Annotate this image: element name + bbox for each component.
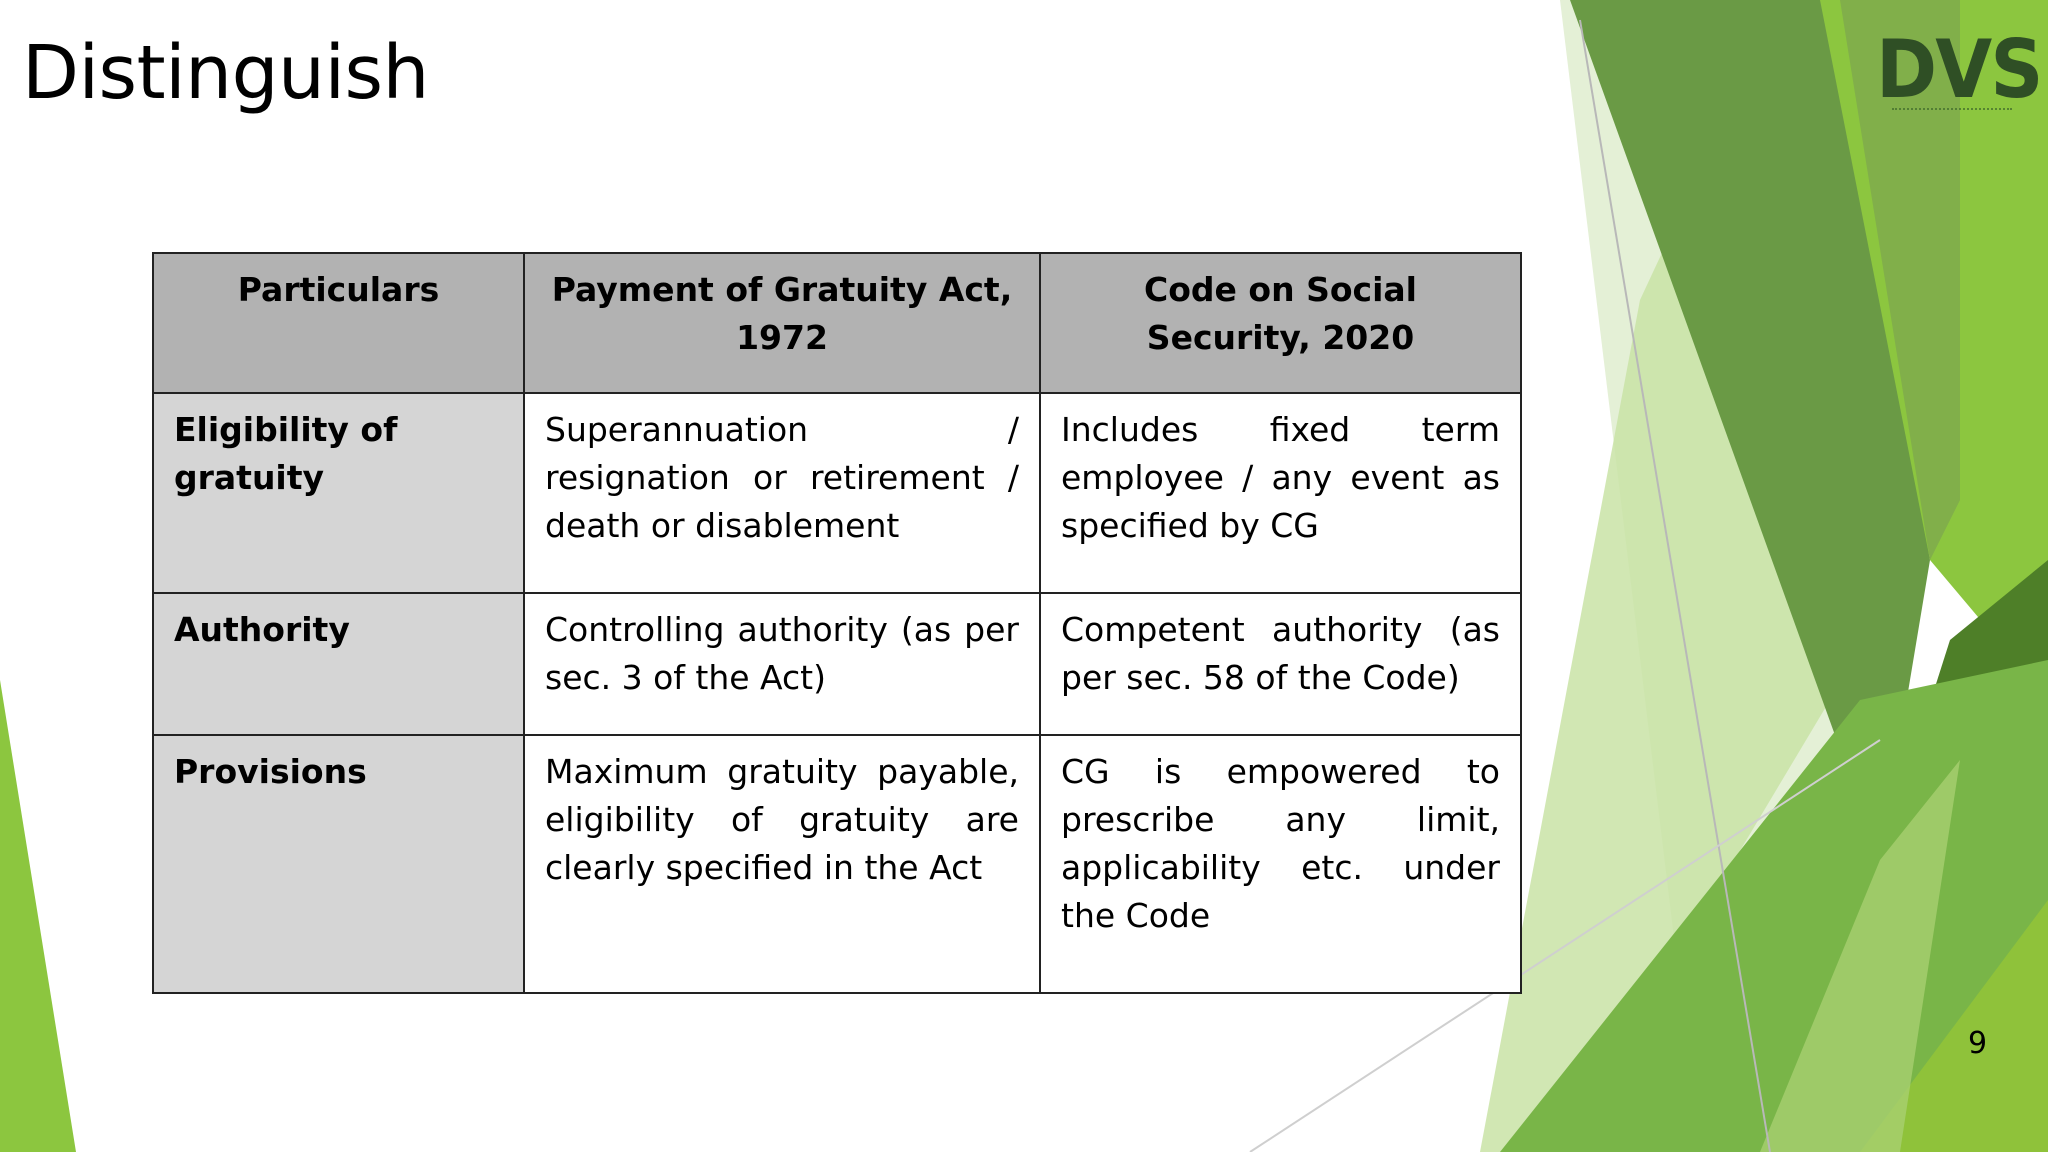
row-label-authority: Authority [153, 593, 524, 735]
table-row [153, 393, 1521, 593]
page-number: 9 [1968, 1026, 1988, 1061]
table-header-row [153, 253, 1521, 393]
header-gratuity-act: Payment of Gratuity Act, 1972 [524, 253, 1040, 393]
cell-social-security-code: Competent authority (as per sec. 58 of the Code) [1040, 593, 1521, 735]
slide-title: Distinguish [22, 30, 429, 116]
header-social-security-code: Code on Social Security, 2020 [1040, 253, 1521, 393]
cell-gratuity-act: Controlling authority (as per sec. 3 of the Act) [524, 593, 1040, 735]
table-row [153, 735, 1521, 993]
row-label-provisions: Provisions [153, 735, 524, 993]
cell-social-security-code: Includes fixed term employee / any event as specified by CG [1040, 393, 1521, 593]
comparison-table [152, 252, 1522, 994]
dvs-logo [1872, 22, 2042, 128]
row-label-eligibility: Eligibility of gratuity [153, 393, 524, 593]
table-row [153, 593, 1521, 735]
logo-tagline-mark [1892, 108, 2012, 114]
cell-gratuity-act: Maximum gratuity payable, eligibility of gratuity are clearly specified in the Act [524, 735, 1040, 993]
logo-text: DVS [1876, 23, 2042, 116]
cell-social-security-code: CG is empowered to prescribe any limit, applicability etc. under the Code [1040, 735, 1521, 993]
cell-gratuity-act: Superannuation / resignation or retirement / death or disablement [524, 393, 1040, 593]
header-particulars: Particulars [153, 253, 524, 393]
left-green-sliver [0, 680, 76, 1152]
